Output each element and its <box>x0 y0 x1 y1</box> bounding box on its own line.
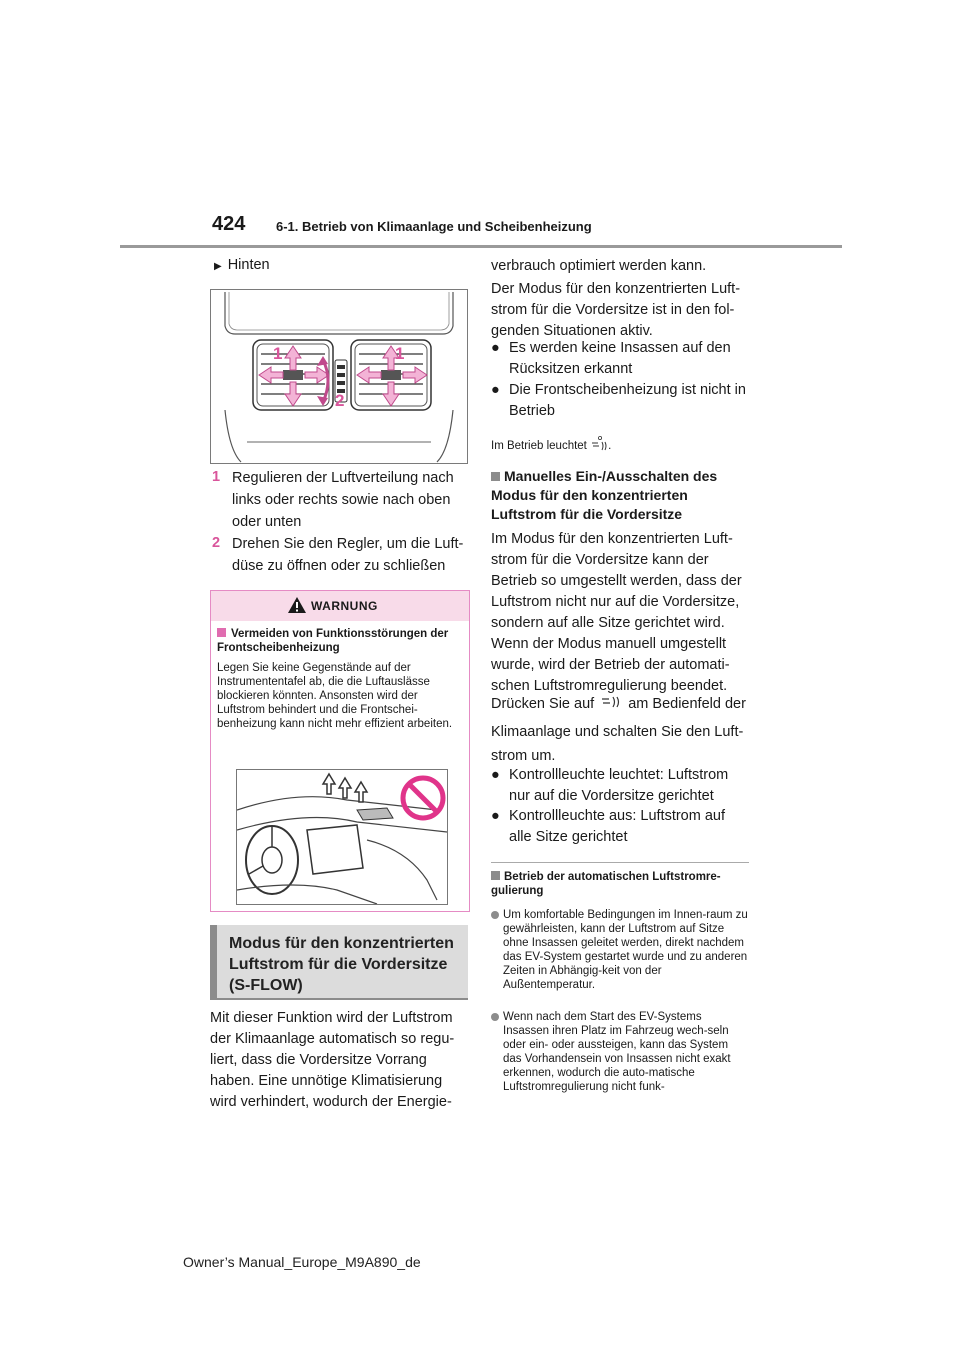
manual-switch-heading <box>491 467 751 524</box>
figure-label-1-left: 1 <box>273 344 283 363</box>
info-heading <box>491 870 751 898</box>
warning-subtitle-text: Vermeiden von Funktionsstörungen der Frontscheibenheizung <box>217 628 449 654</box>
warning-triangle-icon <box>287 596 307 614</box>
item-number: 1 <box>212 469 221 485</box>
gray-square-icon <box>491 871 500 880</box>
press-continuation: Klimaanlage und schalten Sie den Luft-strom um. <box>491 724 744 764</box>
triangle-bullet-icon: ▶ <box>214 261 222 272</box>
footer-manual-id: Owner’s Manual_Europe_M9A890_de <box>183 1254 421 1270</box>
continued-text: verbrauch optimiert werden kann. <box>491 258 707 274</box>
section-heading-box <box>210 925 468 999</box>
page-number: 424 <box>212 213 246 235</box>
warning-title: WARNUNG <box>311 599 378 613</box>
dashboard-illustration <box>237 770 447 904</box>
note-suffix: . <box>608 440 612 452</box>
info-item-1 <box>491 908 749 992</box>
item-text: Regulieren der Luftverteilung nach links oder rechts sowie nach oben oder unten <box>232 470 454 530</box>
gray-square-icon <box>491 472 500 481</box>
rear-label <box>214 255 270 277</box>
info-item-text: Wenn nach dem Start des EV-Systems Insassen ihren Platz im Fahrzeug wech-seln oder ein- oder aussteigen, kann das System das Vorhandensein von Insassen nicht exakt erkennen, wodurch die auto-matische Luftstromregulierung nicht funk- <box>503 1011 731 1093</box>
bullet-text: Die Frontscheibenheizung ist nicht in Betrieb <box>509 382 746 419</box>
rear-vent-figure <box>210 289 468 464</box>
warning-box <box>210 590 470 912</box>
info-item-text: Um komfortable Bedingungen im Innen-raum zu gewährleisten, kann der Luftstrom auf Sitze ohne Insassen geleitet werden, direkt nachdem das EV-System gestartet wurde und zu anderen Zeiten in Abhängig-keit von der Außentemperatur. <box>503 909 748 991</box>
warning-body: Legen Sie keine Gegenstände auf der Instrumententafel ab, die die Luftauslässe blockieren könnten. Ansonsten wird der Luftstrom behindert und die Frontschei-benheizung kann nicht mehr effizient arbeiten. <box>217 662 453 730</box>
manual-switch-paragraph: Im Modus für den konzentrierten Luft-strom für die Vordersitze kann der Betrieb so umgestellt werden, dass der Luftstrom nicht nur auf die Vordersitze, sondern auf alle Sitze gerichtet wird. Wenn der Modus manuell umgestellt wurde, wird der Betrieb der automati-schen Luftstromregulierung beendet. <box>491 531 742 694</box>
item-text: Drehen Sie den Regler, um die Luft-düse zu öffnen oder zu schließen <box>232 536 464 574</box>
bullet-text: Kontrollleuchte aus: Luftstrom auf alle Sitze gerichtet <box>509 808 726 845</box>
press-prefix: Drücken Sie auf <box>491 696 595 712</box>
s-flow-indicator-icon <box>590 436 608 452</box>
indicator-note <box>491 436 611 453</box>
info-item-2 <box>491 1010 749 1094</box>
info-heading-text: Betrieb der automatischen Luftstromre-gulierung <box>491 871 721 897</box>
bullet-dot-icon: ● <box>491 340 500 356</box>
s-flow-button-icon <box>600 694 622 710</box>
section-title: Modus für den konzentrierten Luftstrom für die Vordersitze (S-FLOW) <box>229 935 454 994</box>
item-number: 2 <box>212 535 221 551</box>
press-suffix: am Bedienfeld der <box>628 696 746 712</box>
figure-label-1-right: 1 <box>395 344 405 363</box>
manual-switch-heading-text: Manuelles Ein-/Ausschalten des Modus für den konzentrierten Luftstrom für die Vordersitze <box>491 468 718 522</box>
section-rule <box>210 998 468 1000</box>
info-rule <box>491 862 749 863</box>
bullet-text: Kontrollleuchte leuchtet: Luftstrom nur auf die Vordersitze gerichtet <box>509 767 729 804</box>
section-intro: Mit dieser Funktion wird der Luftstrom der Klimaanlage automatisch so regu-liert, dass die Vordersitze Vorrang haben. Eine unnötige Klimatisierung wird verhindert, wodurch der Energie- <box>210 1010 455 1110</box>
active-conditions-paragraph: Der Modus für den konzentrierten Luft-strom für die Vordersitze ist in den fol-genden Situationen aktiv. <box>491 281 741 339</box>
gray-dot-icon <box>491 1013 499 1021</box>
press-instruction <box>491 694 751 715</box>
note-prefix: Im Betrieb leuchtet <box>491 440 587 452</box>
header-rule <box>120 245 842 248</box>
bullet-dot-icon: ● <box>491 767 500 783</box>
gray-dot-icon <box>491 911 499 919</box>
warning-header <box>211 591 469 621</box>
bullet-dot-icon: ● <box>491 808 500 824</box>
dashboard-figure <box>236 769 448 905</box>
rear-vent-illustration <box>211 290 467 463</box>
warning-subtitle <box>217 627 461 655</box>
bullet-text: Es werden keine Insassen auf den Rücksitzen erkannt <box>509 340 731 377</box>
chapter-title: 6-1. Betrieb von Klimaanlage und Scheibenheizung <box>276 219 592 234</box>
figure-label-2: 2 <box>335 391 345 410</box>
bullet-dot-icon: ● <box>491 382 500 398</box>
pink-square-icon <box>217 628 226 637</box>
rear-label-text: Hinten <box>227 257 270 273</box>
